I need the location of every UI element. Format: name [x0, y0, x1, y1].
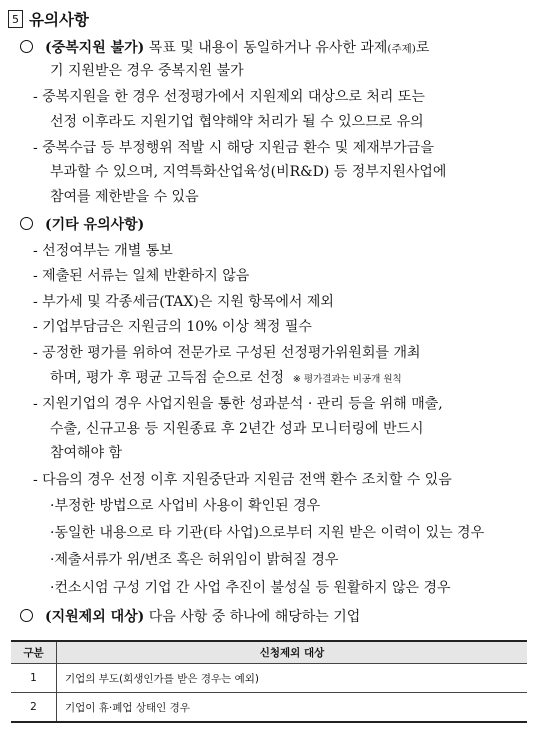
dash-item-continuation: 수출, 신규고용 등 지원종료 후 2년간 성과 모니터링에 반드시 — [50, 421, 424, 437]
refund-case-item: ·컨소시엄 구성 기업 간 사업 추진이 불성실 등 원활하지 않은 경우 — [50, 580, 451, 596]
dash-item: - 선정여부는 개별 통보 — [33, 243, 173, 259]
refund-case-item: ·제출서류가 위/변조 혹은 허위임이 밝혀질 경우 — [50, 552, 339, 568]
duplicate-support-text: 목표 및 내용이 동일하거나 유사한 과제 — [144, 40, 388, 56]
exclusion-text: 다음 사항 중 하나에 해당하는 기업 — [144, 609, 361, 625]
eval-note: ※ 평가결과는 비공개 원칙 — [292, 374, 402, 385]
refund-case-item: ·부정한 방법으로 사업비 사용이 확인된 경우 — [50, 498, 321, 514]
circle-bullet-icon — [20, 217, 33, 230]
column-header-category: 구분 — [11, 641, 57, 664]
dash-item: - 지원기업의 경우 사업지원을 통한 성과분석 · 관리 등을 위해 매출, — [33, 396, 443, 412]
dash-item-continuation: 참여해야 함 — [50, 445, 123, 461]
other-notes-heading: (기타 유의사항) — [45, 217, 145, 233]
section-number-box: 5 — [8, 10, 23, 28]
dash-item-continuation: 부과할 수 있으며, 지역특화산업육성(비R&D) 등 정부지원사업에 — [50, 164, 447, 180]
duplicate-support-item — [20, 38, 429, 58]
column-header-target: 신청제외 대상 — [57, 641, 528, 664]
dash-item: - 중복지원을 한 경우 선정평가에서 지원제외 대상으로 처리 또는 — [33, 89, 425, 105]
duplicate-support-text-2: 기 지원받은 경우 중복지원 불가 — [50, 63, 244, 79]
table-header-row — [11, 641, 527, 664]
table-row — [11, 664, 527, 693]
section-title: 유의사항 — [29, 11, 89, 29]
eval-text: 하며, 평가 후 평균 고득점 순으로 선정 — [50, 370, 285, 386]
circle-bullet-icon — [20, 609, 33, 622]
other-notes-item — [20, 215, 144, 235]
dash-item: - 중복수급 등 부정행위 적발 시 해당 지원금 환수 및 제재부가금을 — [33, 140, 434, 156]
refund-case-item: ·동일한 내용으로 타 기관(타 사업)으로부터 지원 받은 이력이 있는 경우 — [50, 525, 485, 541]
dash-item: - 부가세 및 각종세금(TAX)은 지원 항목에서 제외 — [33, 294, 334, 310]
dash-item-continuation — [50, 368, 402, 388]
dash-item-continuation: 선정 이후라도 지원기업 협약해약 처리가 될 수 있으므로 유의 — [50, 114, 424, 130]
duplicate-support-heading: (중복지원 불가) — [45, 40, 145, 56]
exclusion-item — [20, 607, 360, 627]
dash-item: - 공정한 평가를 위하여 전문가로 구성된 선정평가위원회를 개최 — [33, 345, 421, 361]
circle-bullet-icon — [20, 40, 33, 53]
row-number: 2 — [11, 693, 57, 723]
row-text: 기업이 휴·폐업 상태인 경우 — [57, 693, 528, 723]
duplicate-support-paren: (주제) — [387, 43, 416, 55]
exclusion-heading: (지원제외 대상) — [45, 609, 145, 625]
row-text: 기업의 부도(회생인가를 받은 경우는 예외) — [57, 664, 528, 693]
dash-item: - 다음의 경우 선정 이후 지원중단과 지원금 전액 환수 조치할 수 있음 — [33, 472, 452, 488]
section-heading — [8, 8, 89, 30]
exclusion-table — [11, 640, 527, 723]
dash-item: - 기업부담금은 지원금의 10% 이상 책정 필수 — [33, 319, 312, 335]
dash-item: - 제출된 서류는 일체 반환하지 않음 — [33, 268, 250, 284]
table-row — [11, 693, 527, 723]
row-number: 1 — [11, 664, 57, 693]
duplicate-support-text-end: 로 — [415, 40, 430, 56]
dash-item-continuation: 참여를 제한받을 수 있음 — [50, 189, 199, 205]
